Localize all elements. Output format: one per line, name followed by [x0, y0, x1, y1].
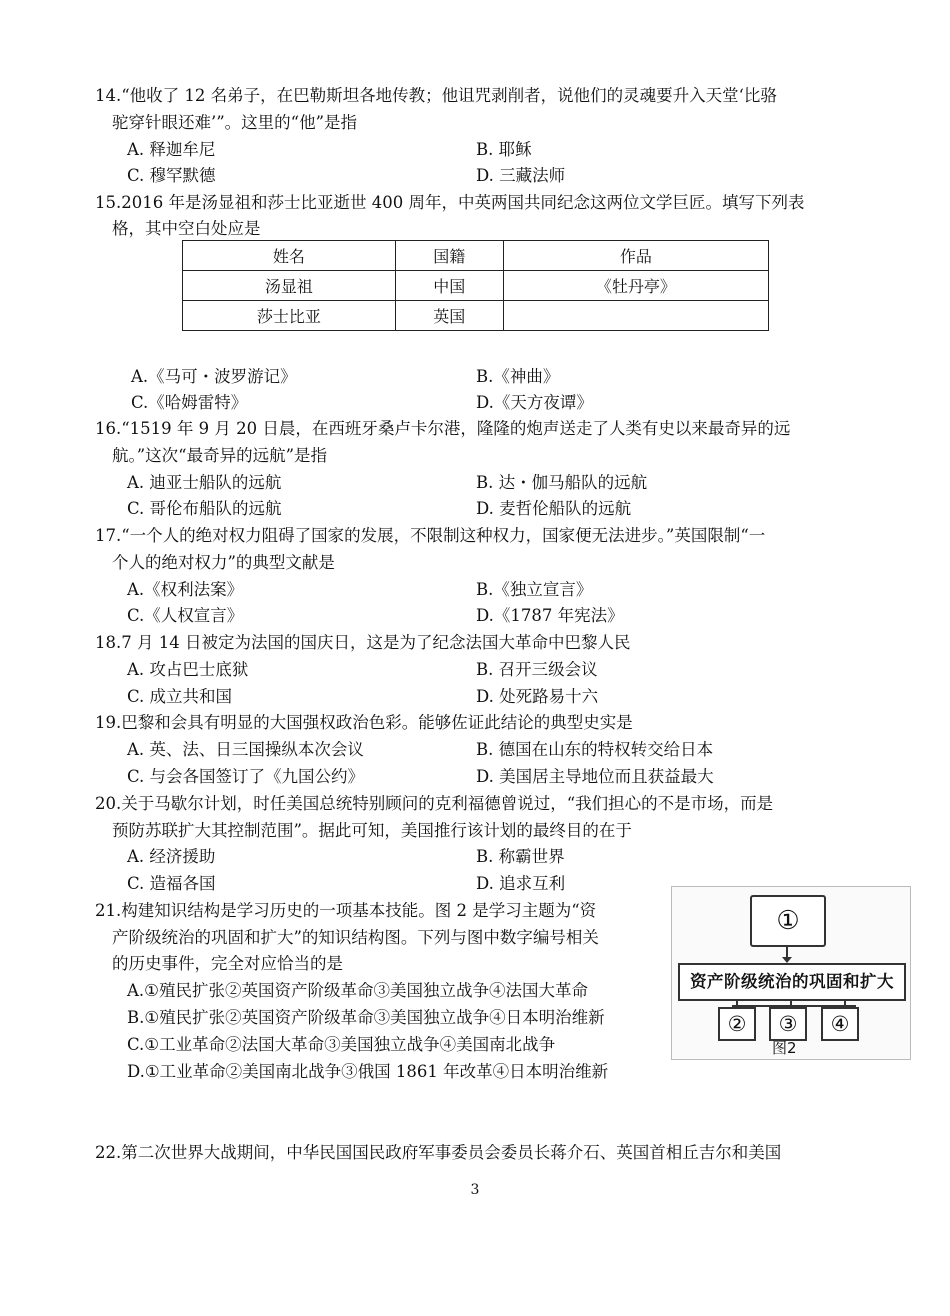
figure-main-node: 资产阶级统治的巩固和扩大: [678, 963, 906, 1001]
q15-stem-line2: 格，其中空白处应是: [112, 219, 261, 238]
q20-option-c: C. 造福各国: [127, 874, 216, 893]
figure-node-2: ②: [718, 1007, 756, 1041]
table-cell: 汤显祖: [183, 271, 396, 301]
q14-option-a: A. 释迦牟尼: [127, 140, 216, 159]
table-cell: 英国: [395, 301, 503, 331]
q16-stem-line1: 16.“1519 年 9 月 20 日晨，在西班牙桑卢卡尔港，隆隆的炮声送走了人类有史以来最奇异的远: [95, 419, 791, 438]
figure-connector: [844, 999, 846, 1007]
page-number: 3: [470, 1182, 480, 1198]
q21-option-c: C.①工业革命②法国大革命③美国独立战争④美国南北战争: [127, 1035, 556, 1054]
table-cell: 中国: [395, 271, 503, 301]
table-cell: 《牡丹亭》: [503, 271, 768, 301]
q17-option-b: B.《独立宣言》: [476, 580, 593, 599]
q15-option-a: A.《马可・波罗游记》: [131, 367, 297, 386]
table-cell: 莎士比亚: [183, 301, 396, 331]
q14-stem-line2: 驼穿针眼还难’”。这里的“他”是指: [112, 113, 358, 132]
q17-stem-line2: 个人的绝对权力”的典型文献是: [112, 553, 335, 572]
q20-option-a: A. 经济援助: [127, 847, 216, 866]
q17-stem-line1: 17.“一个人的绝对权力阻碍了国家的发展，不限制这种权力，国家便无法进步。”英国限制“一: [95, 526, 766, 545]
q18-option-a: A. 攻占巴士底狱: [127, 660, 249, 679]
q14-stem-line1: 14.“他收了 12 名弟子，在巴勒斯坦各地传教；他诅咒剥削者，说他们的灵魂要升入天堂‘比骆: [95, 86, 777, 105]
table-header-row: [183, 241, 769, 271]
q22-stem-line1: 22.第二次世界大战期间，中华民国国民政府军事委员会委员长蒋介石、英国首相丘吉尔和美国: [95, 1143, 782, 1162]
table-header-nationality: 国籍: [395, 241, 503, 271]
figure-caption: 图2: [772, 1039, 797, 1057]
q18-stem: 18.7 月 14 日被定为法国的国庆日，这是为了纪念法国大革命中巴黎人民: [95, 633, 631, 652]
q20-stem-line2: 预防苏联扩大其控制范围”。据此可知，美国推行该计划的最终目的在于: [112, 821, 632, 840]
figure-node-4: ④: [821, 1007, 859, 1041]
q15-stem-line1: 15.2016 年是汤显祖和莎士比亚逝世 400 周年，中英两国共同纪念这两位文学巨匠。填写下列表: [95, 193, 805, 212]
q20-stem-line1: 20.关于马歇尔计划，时任美国总统特别顾问的克利福德曾说过，“我们担心的不是市场，而是: [95, 794, 774, 813]
q14-option-c: C. 穆罕默德: [127, 166, 216, 185]
q20-option-b: B. 称霸世界: [476, 847, 565, 866]
table-cell-blank: [503, 301, 768, 331]
figure-node-1: ①: [750, 895, 826, 947]
q14-option-d: D. 三藏法师: [476, 166, 566, 185]
q16-stem-line2: 航。”这次“最奇异的远航”是指: [112, 446, 328, 465]
q17-option-d: D.《1787 年宪法》: [476, 606, 624, 625]
q21-stem-line2: 产阶级统治的巩固和扩大”的知识结构图。下列与图中数字编号相关: [112, 928, 599, 947]
q18-option-d: D. 处死路易十六: [476, 687, 599, 706]
q19-stem: 19.巴黎和会具有明显的大国强权政治色彩。能够佐证此结论的典型史实是: [95, 713, 633, 732]
q16-option-b: B. 达・伽马船队的远航: [476, 473, 648, 492]
q14-option-b: B. 耶稣: [476, 140, 532, 159]
q16-option-a: A. 迪亚士船队的远航: [127, 473, 282, 492]
q19-option-b: B. 德国在山东的特权转交给日本: [476, 740, 714, 759]
figure-connector: [736, 999, 738, 1007]
q19-option-a: A. 英、法、日三国操纵本次会议: [127, 740, 364, 759]
q17-option-a: A.《权利法案》: [127, 580, 244, 599]
q15-option-b: B.《神曲》: [476, 367, 560, 386]
q18-option-c: C. 成立共和国: [127, 687, 233, 706]
q16-option-c: C. 哥伦布船队的远航: [127, 499, 282, 518]
figure-node-3: ③: [769, 1007, 807, 1041]
q21-stem-line3: 的历史事件，完全对应恰当的是: [112, 954, 343, 973]
q21-stem-line1: 21.构建知识结构是学习历史的一项基本技能。图 2 是学习主题为“资: [95, 901, 597, 920]
q21-option-a: A.①殖民扩张②英国资产阶级革命③美国独立战争④法国大革命: [127, 981, 588, 1000]
q20-option-d: D. 追求互利: [476, 874, 566, 893]
table-row: [183, 301, 769, 331]
q21-option-d: D.①工业革命②美国南北战争③俄国 1861 年改革④日本明治维新: [127, 1062, 609, 1081]
q16-option-d: D. 麦哲伦船队的远航: [476, 499, 632, 518]
table-header-works: 作品: [503, 241, 768, 271]
knowledge-structure-figure: [671, 886, 911, 1060]
table-header-name: 姓名: [183, 241, 396, 271]
table-row: [183, 271, 769, 301]
q15-option-d: D.《天方夜谭》: [476, 393, 593, 412]
q19-option-d: D. 美国居主导地位而且获益最大: [476, 767, 714, 786]
q19-option-c: C. 与会各国签订了《九国公约》: [127, 767, 365, 786]
q18-option-b: B. 召开三级会议: [476, 660, 598, 679]
q15-option-c: C.《哈姆雷特》: [131, 393, 248, 412]
q15-table: [182, 240, 769, 331]
q21-option-b: B.①殖民扩张②英国资产阶级革命③美国独立战争④日本明治维新: [127, 1008, 605, 1027]
figure-connector: [790, 999, 792, 1007]
q17-option-c: C.《人权宣言》: [127, 606, 244, 625]
